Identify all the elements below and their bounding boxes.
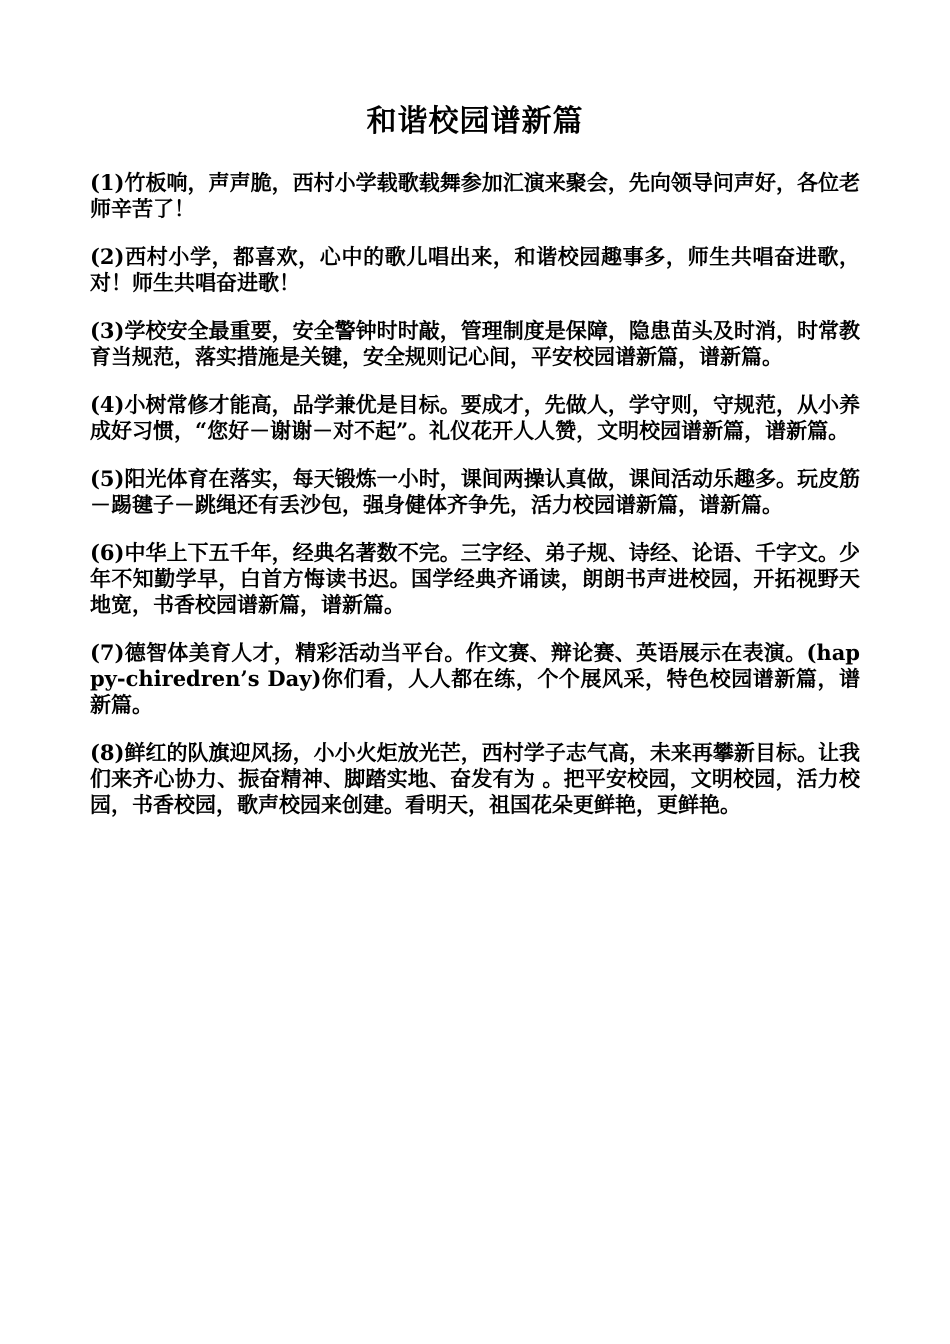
document-body	[90, 170, 860, 840]
page-title: 和谐校园谱新篇	[366, 104, 584, 139]
paragraph-6: (6)中华上下五千年，经典名著数不完。三字经、弟子规、诗经、论语、千字文。少年不知勤学早，白首方悔读书迟。国学经典齐诵读，朗朗书声进校园，开拓视野天地宽，书香校园谱新篇，谱新篇。	[90, 540, 860, 617]
paragraph-5: (5)阳光体育在落实，每天锻炼一小时，课间两操认真做，课间活动乐趣多。玩皮筋－踢毽子－跳绳还有丢沙包，强身健体齐争先，活力校园谱新篇，谱新篇。	[90, 466, 860, 517]
paragraph-2: (2)西村小学，都喜欢，心中的歌儿唱出来，和谐校园趣事多，师生共唱奋进歌，对！师生共唱奋进歌！	[90, 244, 860, 295]
paragraph-3: (3)学校安全最重要，安全警钟时时敲，管理制度是保障，隐患苗头及时消，时常教育当规范，落实措施是关键，安全规则记心间，平安校园谱新篇，谱新篇。	[90, 318, 860, 369]
paragraph-7: (7)德智体美育人才，精彩活动当平台。作文赛、辩论赛、英语展示在表演。(happy-chiredren’s Day)你们看，人人都在练，个个展风采，特色校园谱新篇，谱新篇。	[90, 640, 860, 717]
paragraph-8: (8)鲜红的队旗迎风扬，小小火炬放光芒，西村学子志气高，未来再攀新目标。让我们来齐心协力、振奋精神、脚踏实地、奋发有为 。把平安校园，文明校园，活力校园，书香校园，歌声校园来创建。看明天，祖国花朵更鲜艳，更鲜艳。	[90, 740, 860, 817]
paragraph-4: (4)小树常修才能高，品学兼优是目标。要成才，先做人，学守则，守规范，从小养成好习惯，“您好－谢谢－对不起”。礼仪花开人人赞，文明校园谱新篇，谱新篇。	[90, 392, 860, 443]
paragraph-1: (1)竹板响，声声脆，西村小学载歌载舞参加汇演来聚会，先向领导问声好，各位老师辛苦了！	[90, 170, 860, 221]
